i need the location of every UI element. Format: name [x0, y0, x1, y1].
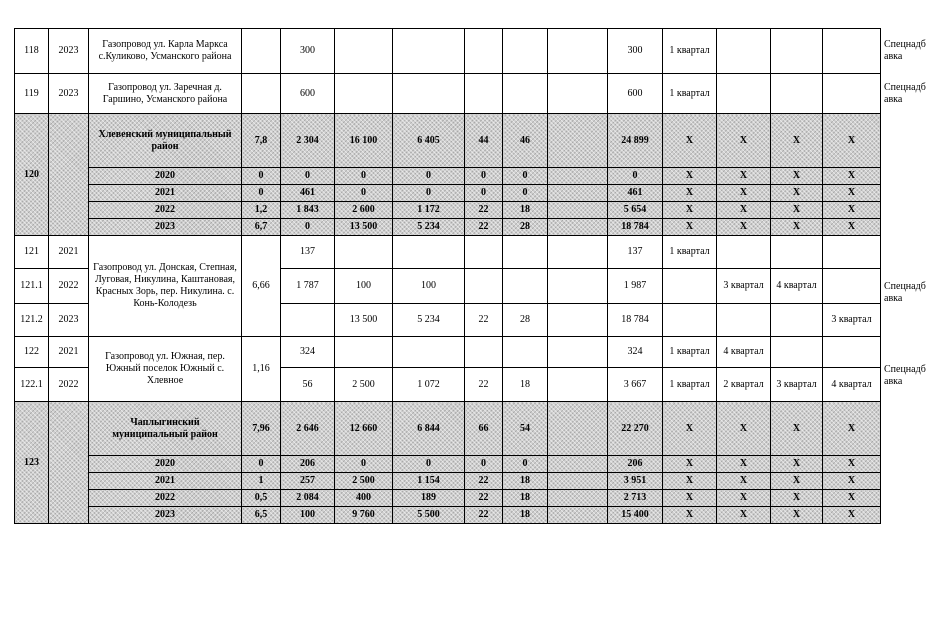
row-number: 123: [15, 402, 49, 524]
cell-length: 0: [242, 185, 281, 202]
cell-mark: X: [823, 507, 881, 524]
cell-value: [548, 74, 608, 114]
row-description: Газопровод ул. Южная, пер. Южный поселок Южный с. Хлевное: [89, 337, 242, 402]
cell-mark: X: [663, 490, 717, 507]
cell-value: [465, 269, 503, 304]
cell-length: 7,8: [242, 114, 281, 168]
investment-table: [14, 28, 926, 524]
cell-total: 2 713: [608, 490, 663, 507]
cell-quarter: [823, 337, 881, 368]
cell-mark: X: [771, 473, 823, 490]
cell-quarter: [823, 29, 881, 74]
cell-value: [548, 490, 608, 507]
cell-value: [548, 219, 608, 236]
district-summary-row: [15, 114, 881, 168]
cell-value: 0: [465, 185, 503, 202]
cell-value: 6 405: [393, 114, 465, 168]
cell-total: 3 951: [608, 473, 663, 490]
cell-mark: X: [771, 185, 823, 202]
cell-total: 15 400: [608, 507, 663, 524]
row-number: 119: [15, 74, 49, 114]
cell-value: 13 500: [335, 219, 393, 236]
cell-quarter: [663, 269, 717, 304]
cell-value: 0: [465, 456, 503, 473]
cell-value: [393, 337, 465, 368]
cell-mark: X: [717, 490, 771, 507]
cell-value: [503, 236, 548, 269]
cell-value: 600: [281, 74, 335, 114]
row-year: 2023: [49, 304, 89, 337]
cell-value: 137: [281, 236, 335, 269]
cell-mark: X: [771, 219, 823, 236]
row-number: 121.1: [15, 269, 49, 304]
cell-value: 22: [465, 490, 503, 507]
cell-value: [503, 269, 548, 304]
cell-mark: X: [823, 114, 881, 168]
year-label: 2023: [89, 219, 242, 236]
cell-quarter: 4 квартал: [823, 368, 881, 402]
cell-value: 0: [393, 456, 465, 473]
cell-value: [548, 168, 608, 185]
cell-value: [548, 402, 608, 456]
cell-length: 6,5: [242, 507, 281, 524]
cell-value: 1 843: [281, 202, 335, 219]
cell-quarter: [823, 269, 881, 304]
row-number: 122.1: [15, 368, 49, 402]
cell-value: 5 234: [393, 219, 465, 236]
cell-value: 0: [335, 456, 393, 473]
year-label: 2020: [89, 168, 242, 185]
cell-value: 1 172: [393, 202, 465, 219]
cell-value: 66: [465, 402, 503, 456]
year-row: [15, 185, 881, 202]
cell-quarter: 1 квартал: [663, 74, 717, 114]
year-label: 2022: [89, 202, 242, 219]
cell-length: 7,96: [242, 402, 281, 456]
row-number: 122: [15, 337, 49, 368]
cell-value: 18: [503, 368, 548, 402]
cell-value: [548, 29, 608, 74]
cell-mark: X: [771, 507, 823, 524]
cell-length: 1,2: [242, 202, 281, 219]
table-row: 119 2023 Газопровод ул. Заречная д. Гаршино, Усманского района 600 600 1 квартал Спецнадб авка: [15, 74, 881, 114]
cell-value: 100: [335, 269, 393, 304]
cell-value: 257: [281, 473, 335, 490]
cell-value: 1 787: [281, 269, 335, 304]
year-label: 2021: [89, 473, 242, 490]
row-year: 2023: [49, 74, 89, 114]
cell-value: [503, 337, 548, 368]
cell-value: [393, 74, 465, 114]
row-year: 2023: [49, 29, 89, 74]
row-number: 118: [15, 29, 49, 74]
row-description: Газопровод ул. Карла Маркса с.Куликово, Усманского района: [89, 29, 242, 74]
cell-value: 2 646: [281, 402, 335, 456]
cell-value: 324: [281, 337, 335, 368]
cell-length: [242, 74, 281, 114]
cell-mark: X: [663, 456, 717, 473]
cell-length: [242, 29, 281, 74]
cell-length: 1: [242, 473, 281, 490]
cell-value: 12 660: [335, 402, 393, 456]
cell-mark: X: [663, 219, 717, 236]
cell-total: 3 667: [608, 368, 663, 402]
cell-mark: X: [823, 202, 881, 219]
cell-quarter: [663, 304, 717, 337]
cell-value: [465, 236, 503, 269]
cell-value: [548, 236, 608, 269]
year-row: [15, 202, 881, 219]
cell-quarter: 3 квартал: [717, 269, 771, 304]
cell-value: 0: [503, 168, 548, 185]
cell-value: 206: [281, 456, 335, 473]
cell-mark: X: [771, 456, 823, 473]
cell-quarter: 1 квартал: [663, 337, 717, 368]
cell-mark: X: [663, 202, 717, 219]
table-row: 118 2023 Газопровод ул. Карла Маркса с.Куликово, Усманского района 300 300 1 квартал Спецнадб авка: [15, 29, 881, 74]
cell-value: 18: [503, 490, 548, 507]
cell-total: 22 270: [608, 402, 663, 456]
cell-length: 0: [242, 456, 281, 473]
cell-mark: X: [717, 185, 771, 202]
row-year: [49, 114, 89, 236]
cell-value: [335, 29, 393, 74]
cell-quarter: 1 квартал: [663, 368, 717, 402]
cell-mark: X: [717, 402, 771, 456]
cell-total: 0: [608, 168, 663, 185]
cell-value: 0: [465, 168, 503, 185]
cell-value: [548, 269, 608, 304]
cell-value: 2 084: [281, 490, 335, 507]
year-label: 2022: [89, 490, 242, 507]
cell-value: 22: [465, 368, 503, 402]
cell-value: 400: [335, 490, 393, 507]
row-year: 2021: [49, 236, 89, 269]
cell-mark: X: [717, 219, 771, 236]
cell-mark: X: [717, 456, 771, 473]
cell-mark: X: [771, 168, 823, 185]
cell-value: 5 234: [393, 304, 465, 337]
year-row: [15, 473, 881, 490]
cell-value: 22: [465, 304, 503, 337]
cell-value: 22: [465, 219, 503, 236]
cell-value: 189: [393, 490, 465, 507]
row-description: Газопровод ул. Заречная д. Гаршино, Усманского района: [89, 74, 242, 114]
cell-length: 0,5: [242, 490, 281, 507]
cell-value: 9 760: [335, 507, 393, 524]
year-row: [15, 219, 881, 236]
cell-value: 0: [393, 168, 465, 185]
cell-value: [281, 304, 335, 337]
cell-quarter: [771, 304, 823, 337]
cell-value: 2 600: [335, 202, 393, 219]
cell-quarter: 3 квартал: [823, 304, 881, 337]
cell-value: 0: [281, 168, 335, 185]
cell-mark: X: [663, 114, 717, 168]
table-row: 122 2021 Газопровод ул. Южная, пер. Южный поселок Южный с. Хлевное 1,16 324 324 1 квартал 4 квартал Спецнадб авка: [15, 337, 881, 368]
cell-quarter: [771, 236, 823, 269]
cell-mark: X: [663, 402, 717, 456]
cell-mark: X: [717, 473, 771, 490]
cell-value: 0: [503, 185, 548, 202]
cell-quarter: [717, 236, 771, 269]
cell-mark: X: [771, 202, 823, 219]
row-year: 2021: [49, 337, 89, 368]
cell-quarter: [771, 337, 823, 368]
cell-value: 0: [335, 185, 393, 202]
cell-value: [548, 337, 608, 368]
cell-quarter: [771, 29, 823, 74]
cell-value: [548, 185, 608, 202]
cell-value: 100: [393, 269, 465, 304]
cell-total: 24 899: [608, 114, 663, 168]
cell-value: 44: [465, 114, 503, 168]
cell-mark: X: [717, 114, 771, 168]
cell-value: 0: [335, 168, 393, 185]
cell-quarter: [823, 236, 881, 269]
cell-value: 1 072: [393, 368, 465, 402]
cell-total: 300: [608, 29, 663, 74]
cell-value: [548, 456, 608, 473]
cell-quarter: 4 квартал: [717, 337, 771, 368]
cell-value: 28: [503, 304, 548, 337]
cell-mark: X: [717, 507, 771, 524]
cell-value: 13 500: [335, 304, 393, 337]
cell-total: 324: [608, 337, 663, 368]
cell-quarter: 3 квартал: [771, 368, 823, 402]
cell-value: 18: [503, 507, 548, 524]
year-label: 2023: [89, 507, 242, 524]
cell-value: 0: [393, 185, 465, 202]
cell-value: [335, 236, 393, 269]
cell-quarter: [717, 74, 771, 114]
cell-value: 2 500: [335, 473, 393, 490]
cell-mark: X: [663, 507, 717, 524]
year-row: [15, 456, 881, 473]
cell-mark: X: [823, 490, 881, 507]
cell-value: [465, 337, 503, 368]
cell-value: 22: [465, 473, 503, 490]
cell-value: [393, 236, 465, 269]
cell-quarter: 2 квартал: [717, 368, 771, 402]
cell-value: 461: [281, 185, 335, 202]
row-number: 120: [15, 114, 49, 236]
cell-total: 137: [608, 236, 663, 269]
cell-total: 1 987: [608, 269, 663, 304]
cell-value: 2 304: [281, 114, 335, 168]
cell-mark: X: [823, 456, 881, 473]
cell-mark: X: [717, 168, 771, 185]
cell-value: [548, 304, 608, 337]
cell-value: 54: [503, 402, 548, 456]
row-number: 121.2: [15, 304, 49, 337]
year-row: [15, 507, 881, 524]
cell-mark: X: [823, 219, 881, 236]
cell-mark: X: [771, 490, 823, 507]
year-row: [15, 490, 881, 507]
cell-mark: X: [823, 168, 881, 185]
cell-quarter: [717, 304, 771, 337]
cell-value: 22: [465, 202, 503, 219]
cell-quarter: 1 квартал: [663, 29, 717, 74]
cell-quarter: [771, 74, 823, 114]
district-title: Чаплыгинский муниципальный район: [89, 402, 242, 456]
cell-value: 18: [503, 202, 548, 219]
cell-value: [548, 368, 608, 402]
cell-value: 22: [465, 507, 503, 524]
cell-mark: X: [771, 114, 823, 168]
cell-value: [548, 473, 608, 490]
cell-value: 46: [503, 114, 548, 168]
cell-value: 16 100: [335, 114, 393, 168]
cell-mark: X: [823, 185, 881, 202]
cell-mark: X: [771, 402, 823, 456]
cell-quarter: 1 квартал: [663, 236, 717, 269]
cell-total: 5 654: [608, 202, 663, 219]
cell-value: [503, 74, 548, 114]
cell-value: [548, 202, 608, 219]
cell-length: 0: [242, 168, 281, 185]
cell-value: 300: [281, 29, 335, 74]
cell-value: [465, 29, 503, 74]
cell-value: 56: [281, 368, 335, 402]
cell-value: 5 500: [393, 507, 465, 524]
cell-mark: X: [823, 473, 881, 490]
cell-value: 18: [503, 473, 548, 490]
cell-length: 6,7: [242, 219, 281, 236]
cell-quarter: 4 квартал: [771, 269, 823, 304]
year-row: [15, 168, 881, 185]
cell-value: 0: [281, 219, 335, 236]
cell-value: [335, 74, 393, 114]
cell-value: [503, 29, 548, 74]
cell-value: 100: [281, 507, 335, 524]
cell-quarter: [717, 29, 771, 74]
row-description: Газопровод ул. Донская, Степная, Луговая, Никулина, Каштановая, Красных Зорь, пер. Никулина. с. Конь-Колодезь: [89, 236, 242, 337]
cell-value: [335, 337, 393, 368]
year-label: 2020: [89, 456, 242, 473]
cell-mark: X: [663, 185, 717, 202]
cell-quarter: [823, 74, 881, 114]
cell-value: [548, 114, 608, 168]
cell-length: 6,66: [242, 236, 281, 337]
row-number: 121: [15, 236, 49, 269]
cell-mark: X: [823, 402, 881, 456]
cell-value: 1 154: [393, 473, 465, 490]
cell-total: 206: [608, 456, 663, 473]
cell-mark: X: [717, 202, 771, 219]
cell-value: 2 500: [335, 368, 393, 402]
year-label: 2021: [89, 185, 242, 202]
cell-value: 0: [503, 456, 548, 473]
cell-mark: X: [663, 168, 717, 185]
cell-value: [393, 29, 465, 74]
district-summary-row: [15, 402, 881, 456]
row-year: 2022: [49, 269, 89, 304]
cell-value: 28: [503, 219, 548, 236]
cell-value: [548, 507, 608, 524]
cell-total: 18 784: [608, 304, 663, 337]
district-title: Хлевенский муниципальный район: [89, 114, 242, 168]
cell-value: 6 844: [393, 402, 465, 456]
cell-total: 461: [608, 185, 663, 202]
row-year: [49, 402, 89, 524]
cell-value: [465, 74, 503, 114]
cell-length: 1,16: [242, 337, 281, 402]
row-year: 2022: [49, 368, 89, 402]
cell-total: 18 784: [608, 219, 663, 236]
cell-mark: X: [663, 473, 717, 490]
table-row: 121 2021 Газопровод ул. Донская, Степная, Луговая, Никулина, Каштановая, Красных Зорь, пер. Никулина. с. Конь-Колодезь 6,66 137 137 1 квартал Спецнадб авка: [15, 236, 881, 269]
cell-total: 600: [608, 74, 663, 114]
